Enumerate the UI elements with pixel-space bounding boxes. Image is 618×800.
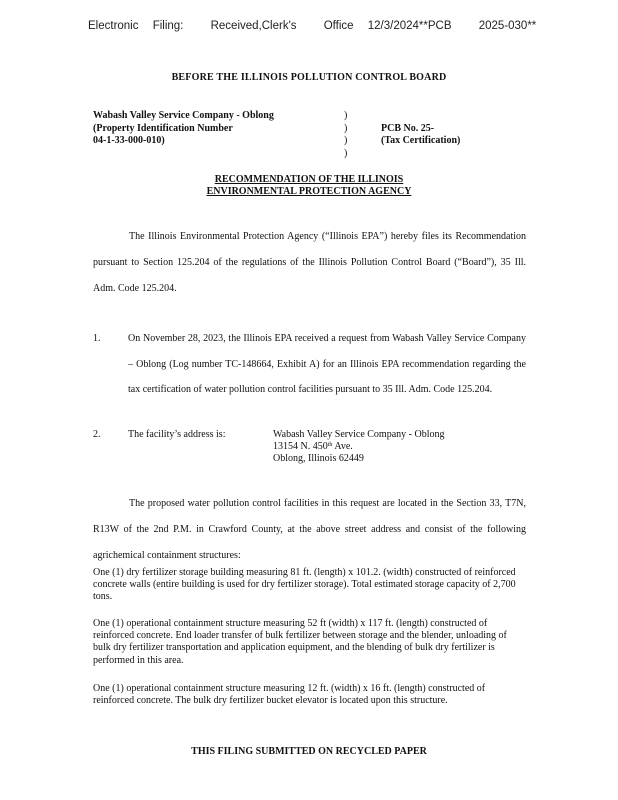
caption-parties [93, 110, 353, 148]
recycled-paper-footer: THIS FILING SUBMITTED ON RECYCLED PAPER [191, 746, 427, 757]
stamp-word: 12/3/2024**PCB [367, 20, 452, 32]
caption-line: 04-1-33-000-010) [93, 135, 165, 146]
stamp-word: Filing: [152, 20, 184, 32]
caption-line: (Property Identification Number [93, 122, 233, 134]
paren: ) [344, 122, 348, 134]
title-line: ENVIRONMENTAL PROTECTION AGENCY [206, 186, 412, 197]
electronic-filing-stamp [88, 20, 608, 32]
location-paragraph [93, 491, 526, 569]
case-type: (Tax Certification) [381, 135, 461, 146]
intro-text: The Illinois Environmental Protection Agency (“Illinois EPA”) hereby files its Recommendation pursuant to Section 125.204 of the regulations of the Illinois Pollution Control Board (“Board”), 35 Ill. Adm. Code 125.204. [93, 231, 526, 294]
item-number: 1. [93, 333, 101, 344]
stamp-word: Electronic [88, 20, 139, 32]
item-text: On November 28, 2023, the Illinois EPA received a request from Wabash Valley Service Company – Oblong (Log number TC-148664, Exhibit A) for an Illinois EPA recommendation regarding the tax certification of water pollution control facilities pursuant to 35 Ill. Adm. Code 125.204. [128, 333, 526, 395]
caption-parens [344, 110, 354, 160]
facility-address [273, 429, 493, 465]
structure-description: One (1) operational containment structure measuring 12 ft. (width) x 16 ft. (length) constructed of reinforced concrete. The bulk dry fertilizer bucket elevator is located upon this structure. [93, 683, 486, 707]
paren: ) [344, 110, 348, 121]
structure-description: One (1) operational containment structure measuring 52 ft (width) x 117 ft. (length) constructed of reinforced concrete. End loader transfer of bulk fertilizer between storage and the blender, unloading of bulk dry fertilizer transportation and application equipment, and the blending of bulk dry fertilizer is performed in this area. [93, 618, 507, 666]
address-label: The facility’s address is: [128, 429, 226, 440]
paren: ) [344, 147, 348, 159]
caption-line: Wabash Valley Service Company - Oblong [93, 110, 274, 121]
case-number: PCB No. 25- [381, 122, 435, 134]
recommendation-title [0, 174, 618, 198]
stamp-word: 2025-030** [478, 20, 537, 32]
paren: ) [344, 135, 348, 146]
location-text: The proposed water pollution control facilities in this request are located in the Section 33, T7N, R13W of the 2nd P.M. in Crawford County, at the above street address and consist of the following agrichemical containment structures: [93, 498, 526, 561]
intro-paragraph [93, 224, 526, 302]
board-title: BEFORE THE ILLINOIS POLLUTION CONTROL BOARD [171, 72, 447, 83]
address-line: Oblong, Illinois 62449 [273, 453, 364, 464]
caption-case-number [381, 123, 541, 148]
address-line: 13154 N. 450th Ave. [273, 441, 353, 452]
stamp-word: Received,Clerk's [210, 20, 297, 32]
title-line: RECOMMENDATION OF THE ILLINOIS [214, 174, 404, 185]
address-line: Wabash Valley Service Company - Oblong [273, 429, 445, 440]
stamp-word: Office [323, 20, 354, 32]
structure-description: One (1) dry fertilizer storage building measuring 81 ft. (length) x 101.2. (width) constructed of reinforced concrete walls (entire building is used for dry fertilizer storage). Total estimated storage capacity of 2,700 tons. [93, 567, 516, 603]
item-number: 2. [93, 429, 101, 440]
